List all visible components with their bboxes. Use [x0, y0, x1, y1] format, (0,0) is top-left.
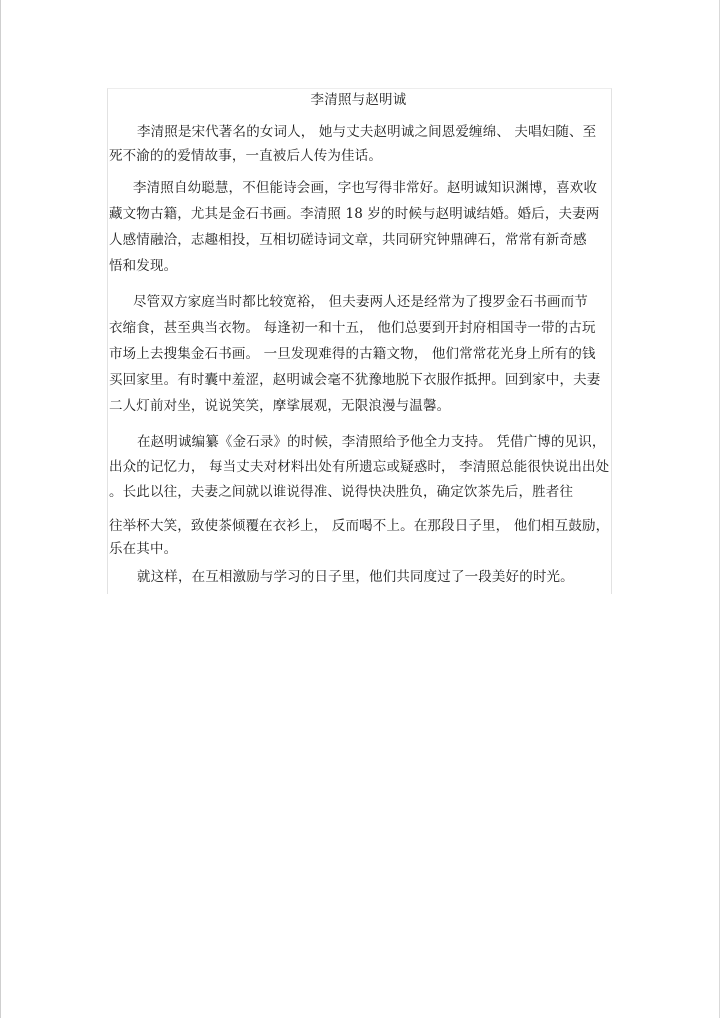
paragraph-line: 就这样，在互相激励与学习的日子里，他们共同度过了一段美好的时光。 [137, 569, 574, 585]
paragraph-line: 二人灯前对坐，说说笑笑，摩挲展观，无限浪漫与温馨。 [109, 398, 451, 414]
paragraph-line: 人感情融洽，志趣相投，互相切磋诗词文章，共同研究钟鼎碑石，常常有新奇感 [109, 232, 587, 248]
paragraph-line: 藏文物古籍，尤其是金石书画。李清照 18 岁的时候与赵明诚结婚。婚后，夫妻两 [109, 206, 600, 222]
paragraph-line: 市场上去搜集金石书画。 一旦发现难得的古籍文物， 他们常常花光身上所有的钱 [109, 346, 596, 362]
paragraph-line: 往举杯大笑，致使茶倾覆在衣衫上， 反而喝不上。在那段日子里， 他们相互鼓励， [109, 518, 610, 534]
paragraph-line: 在赵明诚编纂《金石录》的时候，李清照给予他全力支持。 凭借广博的见识， [137, 434, 606, 450]
paragraph-line: 尽管双方家庭当时都比较宽裕， 但夫妻两人还是经常为了搜罗金石书画而节 [133, 294, 588, 310]
document-title: 李清照与赵明诚 [310, 92, 407, 108]
paragraph-line: 出众的记忆力， 每当丈夫对材料出处有所遗忘或疑惑时， 李清照总能很快说出出处 [109, 459, 610, 475]
paragraph-line: 。长此以往，夫妻之间就以谁说得准、说得快决胜负，确定饮茶先后，胜者往 [109, 484, 574, 500]
paragraph-line: 悟和发现。 [109, 258, 178, 274]
paragraph-line: 衣缩食，甚至典当衣物。 每逢初一和十五， 他们总要到开封府相国寺一带的古玩 [109, 320, 596, 336]
paragraph-line: 买回家里。有时囊中羞涩，赵明诚会毫不犹豫地脱下衣服作抵押。回到家中，夫妻 [109, 372, 601, 388]
paragraph-line: 乐在其中。 [109, 541, 178, 557]
paragraph-line: 李清照自幼聪慧，不但能诗会画，字也写得非常好。赵明诚知识渊博，喜欢收 [133, 180, 598, 196]
paragraph-line: 李清照是宋代著名的女词人， 她与丈夫赵明诚之间恩爱缠绵、 夫唱妇随、至 [137, 124, 597, 140]
paragraph-line: 死不渝的的爱情故事，一直被后人传为佳话。 [109, 148, 382, 164]
